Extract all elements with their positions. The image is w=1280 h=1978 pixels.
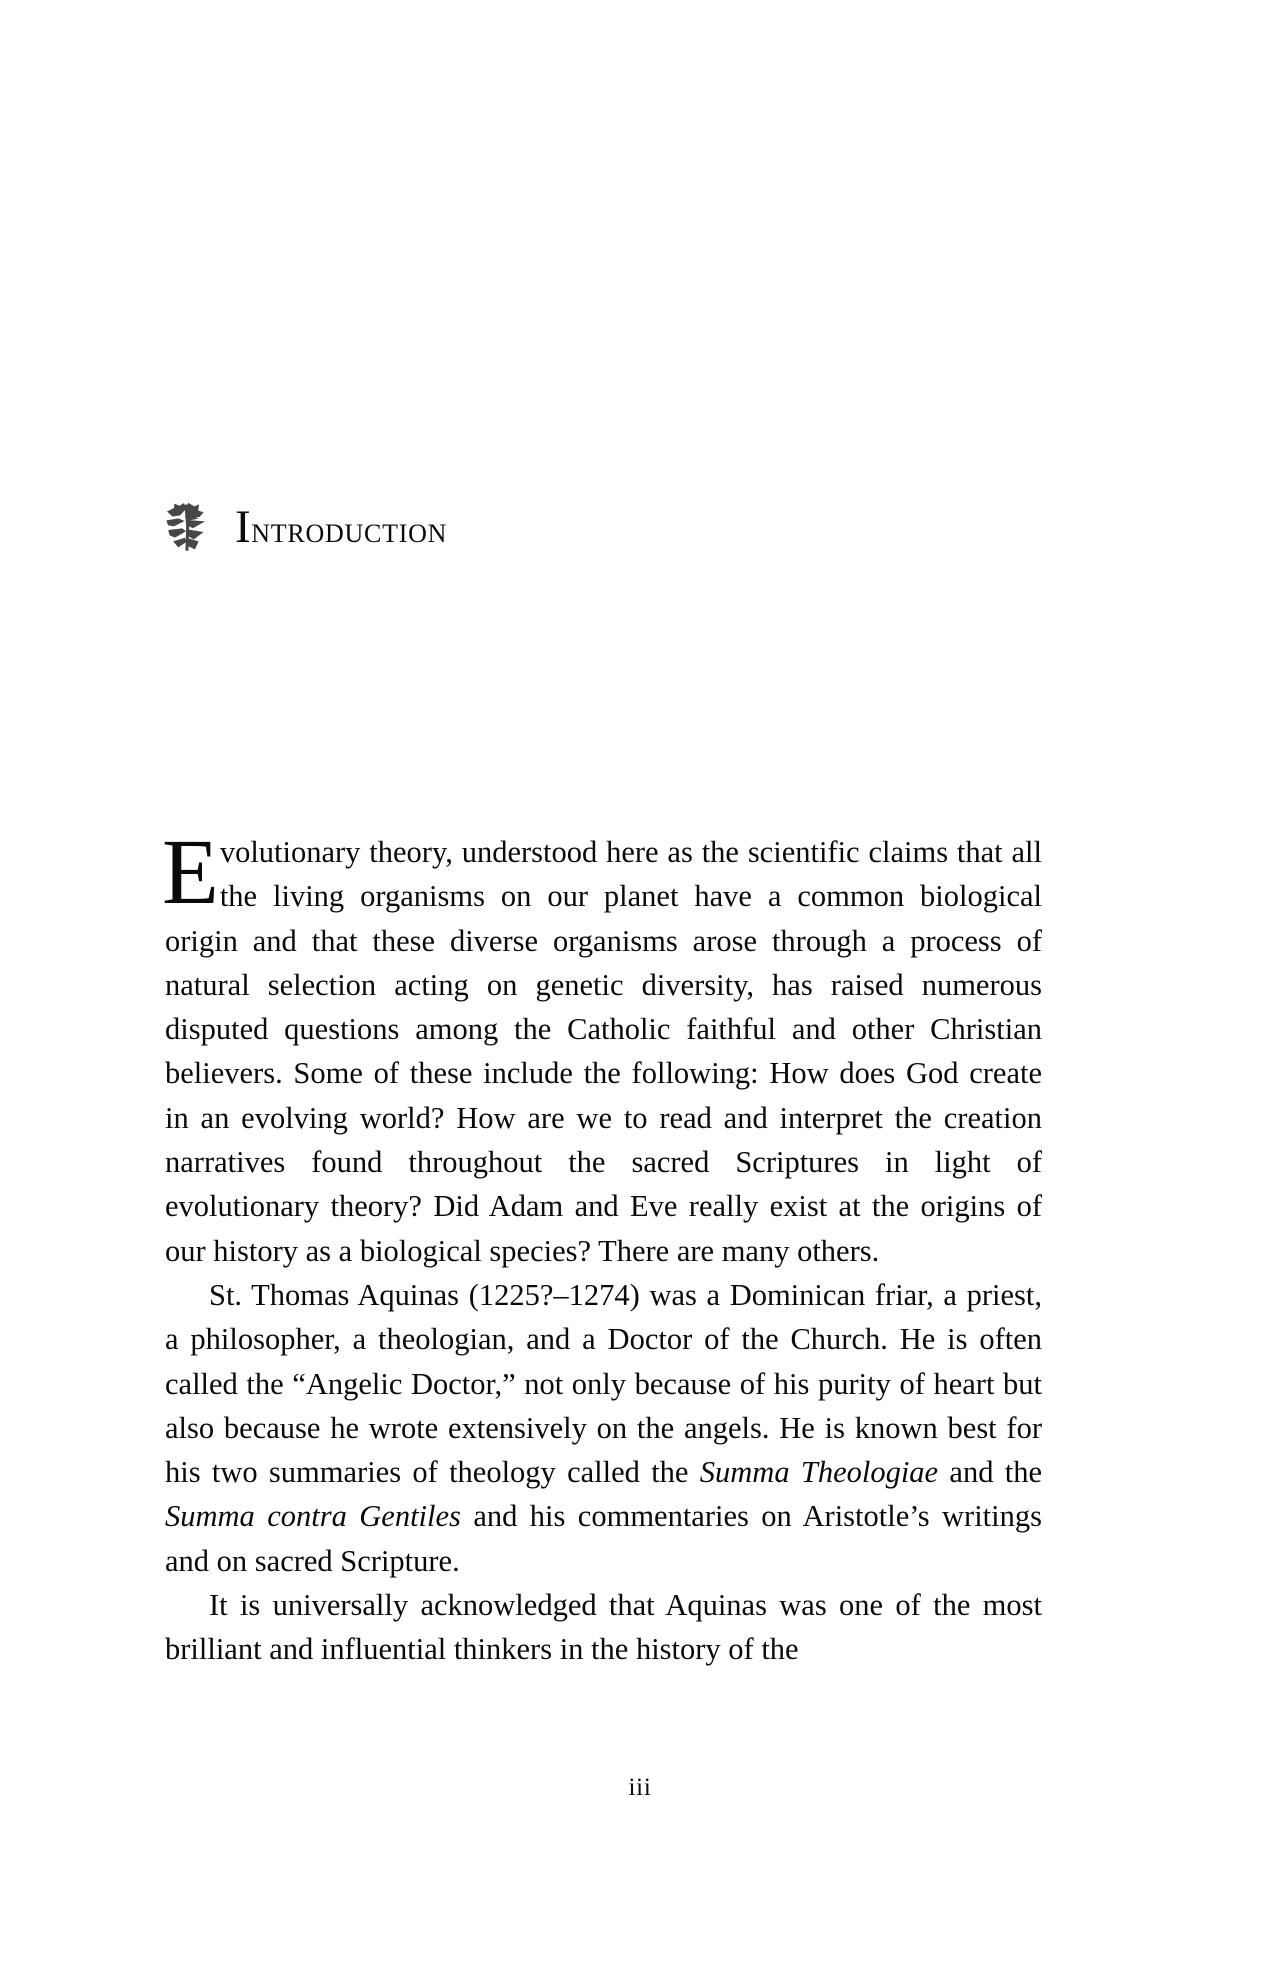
chapter-title-remainder: ntroduction <box>251 509 448 551</box>
drop-cap-initial: E <box>162 821 219 924</box>
chapter-title-initial: I <box>235 500 252 553</box>
paragraph-text: It is universally acknowledged that Aquinas was one of the most brilliant and influential thinkers in the history of the <box>165 1588 1042 1667</box>
chapter-heading <box>165 492 1045 562</box>
page-number-folio: iii <box>628 1774 652 1801</box>
leaf-ornament-icon <box>165 502 209 552</box>
body-text-block <box>162 821 1043 1672</box>
book-title-summa-theologiae: Summa Theologiae <box>699 1455 939 1490</box>
paragraph-text-segment: and his commentaries on Aristotle’s writings and on sacred Scripture. <box>165 1499 1043 1578</box>
paragraph-text-segment: St. Thomas Aquinas (1225?–1274) was a Dominican friar, a priest, a philosopher, a theologian, and a Doctor of the Church. He is often called the “Angelic Doctor,” not only because of his purity of heart but also because he wrote extensively on the angels. He is known best for his two summaries of theology called the <box>165 1277 1042 1490</box>
paragraph-text: volutionary theory, understood here as the scientific claims that all the living organisms on our planet have a common biological origin and that these diverse organisms arose through a process of natural selection acting on genetic diversity, has raised numerous disputed questions among the Catholic faithful and other Christian believers. Some of these include the following: How does God create in an evolving world? How are we to read and interpret the creation narratives found throughout the sacred Scriptures in light of evolutionary theory? Did Adam and Eve really exist at the origins of our history as a biological species? There are many others. <box>165 835 1042 1268</box>
paragraph-universally-acknowledged <box>165 1583 1042 1672</box>
paragraph-evolutionary-theory <box>162 821 1042 1273</box>
paragraph-text-segment: and the <box>938 1455 1042 1490</box>
book-title-summa-contra-gentiles: Summa contra Gentiles <box>165 1499 461 1534</box>
paragraph-aquinas-biography <box>165 1273 1042 1583</box>
page-title <box>235 500 448 553</box>
